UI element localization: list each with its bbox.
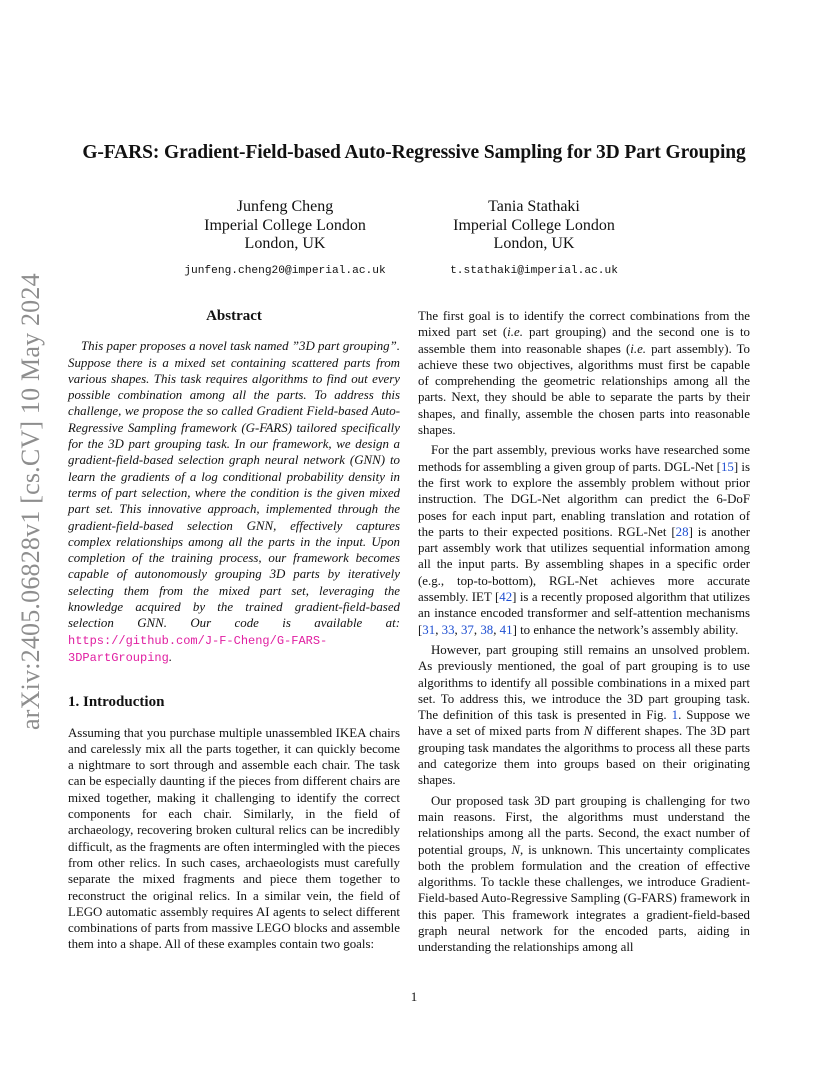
citation-link[interactable]: 38 bbox=[480, 622, 494, 637]
math-variable: N bbox=[583, 724, 593, 739]
author-location: London, UK bbox=[493, 235, 575, 253]
author-affiliation: Imperial College London bbox=[453, 216, 615, 234]
citation-link[interactable]: 41 bbox=[499, 622, 513, 637]
author-location: London, UK bbox=[244, 235, 326, 253]
author-email[interactable]: t.stathaki@imperial.ac.uk bbox=[450, 265, 618, 278]
author-affiliation: Imperial College London bbox=[204, 216, 366, 234]
citation-link[interactable]: 31 bbox=[422, 622, 436, 637]
section-heading-introduction: 1. Introduction bbox=[68, 694, 165, 711]
left-column bbox=[68, 308, 400, 953]
right-column bbox=[418, 308, 750, 956]
body-paragraph: Our proposed task 3D part grouping is challenging for two main reasons. First, the algorithms must understand the relationships among all the parts. Second, the exact number of potential groups, N, is unknown. This uncertainty complicates both the problem formulation and the creation of effective algorithms. To tackle these challenges, we introduce Gradient-Field-based Auto-Regressive Sampling (G-FARS) framework in this paper. This framework integrates a gradient-field-based graph neural network for the encoded parts, aiding in understanding the relationships among all bbox=[418, 793, 750, 955]
page-number: 1 bbox=[410, 989, 418, 1004]
abstract-text: This paper proposes a novel task named ”3D part grouping”. Suppose there is a mixed set containing scattered parts from various shapes. This task requires algorithms to find out every possible combination among all the parts. To address this challenge, we propose the so called Gradient Field-based Auto-Regressive Sampling framework (G-FARS) tailored specifically for the 3D part grouping task. In our framework, we design a gradient-field-based selection graph neural network (GNN) to learn the gradients of a log conditional probability density in terms of part selection, where the condition is the given mixed part set. This innovative approach, implemented through the gradient-field-based selection GNN, effectively captures complex relationships among all the parts in the input. Upon completion of the training process, our framework becomes capable of autonomously grouping 3D parts by iteratively selecting them from the mixed part set, leveraging the knowledge acquired by the trained gradient-field-based selection GNN. Our code is available at: bbox=[68, 339, 400, 631]
author-block-1 bbox=[155, 198, 415, 281]
author-email[interactable]: junfeng.cheng20@imperial.ac.uk bbox=[184, 265, 386, 278]
arxiv-identifier-stamp: arXiv:2405.06828v1 [cs.CV] 10 May 2024 bbox=[16, 273, 45, 730]
citation-link[interactable]: 37 bbox=[460, 622, 474, 637]
citation-link[interactable]: 42 bbox=[499, 590, 513, 605]
math-variable: N bbox=[511, 842, 520, 857]
author-block-2 bbox=[404, 198, 664, 281]
body-paragraph: However, part grouping still remains an unsolved problem. As previously mentioned, the goal of part grouping is to use algorithms to identify all possible combinations in a mixed part set. To address this, we introduce the 3D part grouping task. The definition of this task is presented in Fig. 1. Suppose we have a set of mixed parts from N different shapes. The 3D part grouping task mandates the algorithms to process all these parts and categorize them into groups based on their originating shapes. bbox=[418, 642, 750, 788]
citation-link[interactable]: 33 bbox=[441, 622, 455, 637]
figure-link[interactable]: 1 bbox=[671, 708, 679, 723]
abstract-paragraph: This paper proposes a novel task named ”3D part grouping”. Suppose there is a mixed set containing scattered parts from various shapes. This task requires algorithms to find out every possible combination among all the parts. To address this challenge, we propose the so called Gradient Field-based Auto-Regressive Sampling framework (G-FARS) tailored specifically for the 3D part grouping task. In our framework, we design a gradient-field-based selection graph neural network (GNN) to learn the gradients of a log conditional probability density in terms of part selection, where the condition is the given mixed part set. This innovative approach, implemented through the gradient-field-based selection GNN, effectively captures complex relationships among all the parts in the input. Upon completion of the training process, our framework becomes capable of autonomously grouping 3D parts by iteratively selecting them from the mixed part set, leveraging the knowledge acquired by the trained gradient-field-based selection GNN. Our code is available at: https://github.com/J-F-Cheng/G-FARS-3DPartGrouping. bbox=[68, 339, 400, 665]
citation-link[interactable]: 28 bbox=[675, 524, 689, 539]
citation-link[interactable]: 15 bbox=[720, 459, 734, 474]
body-paragraph: For the part assembly, previous works have researched some methods for assembling a given group of parts. DGL-Net [15] is the first work to explore the assembly problem without prior instruction. The DGL-Net algorithm can predict the 6-DoF poses for each input part, enabling translation and rotation of the parts to their expected positions. RGL-Net [28] is another part assembly work that utilizes sequential information among all the input parts. By assembling shapes in a specific order (e.g., top-to-bottom), RGL-Net achieves more accurate assembly. IET [42] is a recently proposed algorithm that utilizes an instance encoded transformer and self-attention mechanisms [31, 33, 37, 38, 41] to enhance the network’s assembly ability. bbox=[418, 443, 751, 637]
author-name: Junfeng Cheng bbox=[236, 198, 334, 215]
author-name: Tania Stathaki bbox=[488, 198, 580, 215]
body-paragraph: The first goal is to identify the correct combinations from the mixed part set (i.e. part grouping) and the second one is to assemble them into reasonable shapes (i.e. part assembly). To achieve these two objectives, algorithms must first be capable of comprehending the geometric relationships among all the parts. Next, they should be able to separate the parts by their shapes, and finally, assemble the chosen parts into reasonable shapes. bbox=[418, 309, 750, 438]
abstract-heading: Abstract bbox=[206, 308, 262, 324]
intro-paragraph: Assuming that you purchase multiple unassembled IKEA chairs and carelessly mix all the parts together, it can quickly become a nightmare to sort through and assemble each chair. The task can be especially daunting if the pieces from different chairs are mixed together, making it challenging to identify the correct components for each chair. Similarly, in the field of archaeology, recovering broken cultural relics can be incredibly difficult, as the fragments are often intermingled with the pieces from other relics. In such cases, archaeologists must carefully separate the mixed fragments and piece them together to reconstruct the original relics. In a similar vein, the field of LEGO automatic assembly requires AI agents to select different combinations of parts from massive LEGO blocks and assemble them into a shape. All of these examples contain two goals: bbox=[68, 725, 400, 952]
paper-title: G-FARS: Gradient-Field-based Auto-Regressive Sampling for 3D Part Grouping bbox=[82, 142, 746, 163]
code-link[interactable]: https://github.com/J-F-Cheng/G-FARS-3DPartGrouping bbox=[68, 633, 328, 665]
